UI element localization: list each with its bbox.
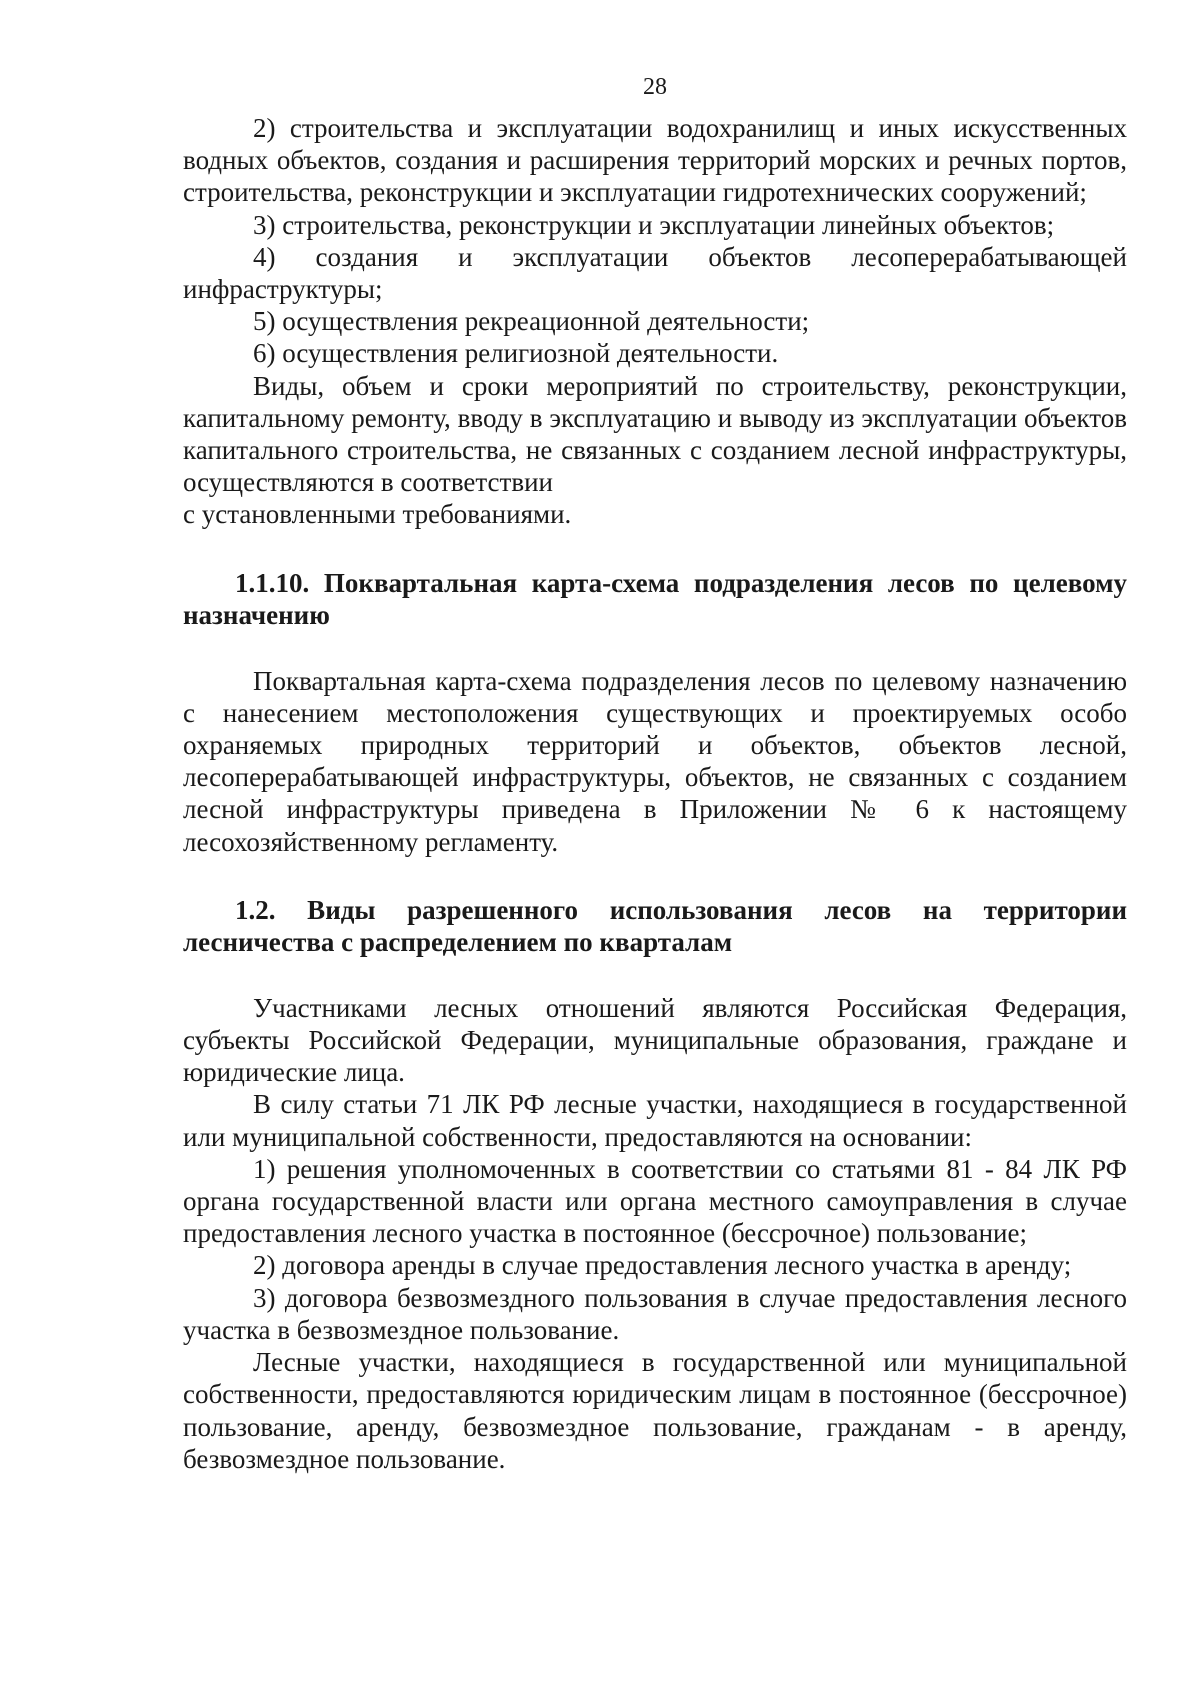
list-item-2-lease: 2) договора аренды в случае предоставления лесного участка в аренду; [253, 1250, 1072, 1281]
paragraph-capital-construction: Виды, объем и сроки мероприятий по строительству, реконструкции, капитальному ремонту, вводу в эксплуатацию и выводу из эксплуатации объектов капитального строительства, не связанных с созданием лесной инфраструктуры, осуществляются в соответствии [183, 370, 1127, 498]
list-item-1-decision: 1) решения уполномоченных в соответствии со статьями 81 - 84 ЛК РФ органа государственной власти или органа местного самоуправления в случае предоставления лесного участка в постоянное (бессрочное) пользование; [183, 1153, 1127, 1249]
list-item-4-wood-processing: 4) создания и эксплуатации объектов лесоперерабатывающей инфраструктуры; [183, 241, 1127, 305]
paragraph-article-71: В силу статьи 71 ЛК РФ лесные участки, находящиеся в государственной или муниципальной собственности, предоставляются на основании: [183, 1089, 1127, 1152]
list-item-5-recreation: 5) осуществления рекреационной деятельности; [253, 306, 810, 337]
paragraph-map-scheme: Поквартальная карта-схема подразделения лесов по целевому назначению с нанесением местоположения существующих и проектируемых особо охраняемых природных территорий и объектов, объектов лесной, лесоперерабатывающей инфраструктуры, объектов, не связанных с созданием лесной инфраструктуры приведена в Приложении № 6 к настоящему лесохозяйственному регламенту. [183, 665, 1127, 857]
list-item-6-religious: 6) осуществления религиозной деятельности. [253, 338, 779, 369]
list-item-3-free-use: 3) договора безвозмездного пользования в случае предоставления лесного участка в безвозмездное пользование. [183, 1282, 1127, 1345]
paragraph-participants: Участниками лесных отношений являются Российская Федерация, субъекты Российской Федерации, муниципальные образования, граждане и юридические лица. [183, 992, 1127, 1088]
heading-1-1-10: 1.1.10. Поквартальная карта-схема подразделения лесов по целевому назначению [183, 567, 1127, 630]
document-page [183, 62, 1127, 1475]
list-item-3-linear-objects: 3) строительства, реконструкции и эксплуатации линейных объектов; [253, 209, 1055, 240]
paragraph-forest-plots: Лесные участки, находящиеся в государственной или муниципальной собственности, предоставляются юридическим лицам в постоянное (бессрочное) пользование, аренду, безвозмездное пользование, гражданам - в аренду, безвозмездное пользование. [183, 1347, 1127, 1474]
heading-1-2: 1.2. Виды разрешенного использования лесов на территории лесничества с распределением по кварталам [183, 894, 1127, 957]
page-number: 28 [643, 74, 667, 100]
list-item-2-construction-reservoirs: 2) строительства и эксплуатации водохранилищ и иных искусственных водных объектов, создания и расширения территорий морских и речных портов, строительства, реконструкции и эксплуатации гидротехнических сооружений; [183, 113, 1127, 208]
paragraph-capital-construction-end: с установленными требованиями. [183, 499, 572, 530]
